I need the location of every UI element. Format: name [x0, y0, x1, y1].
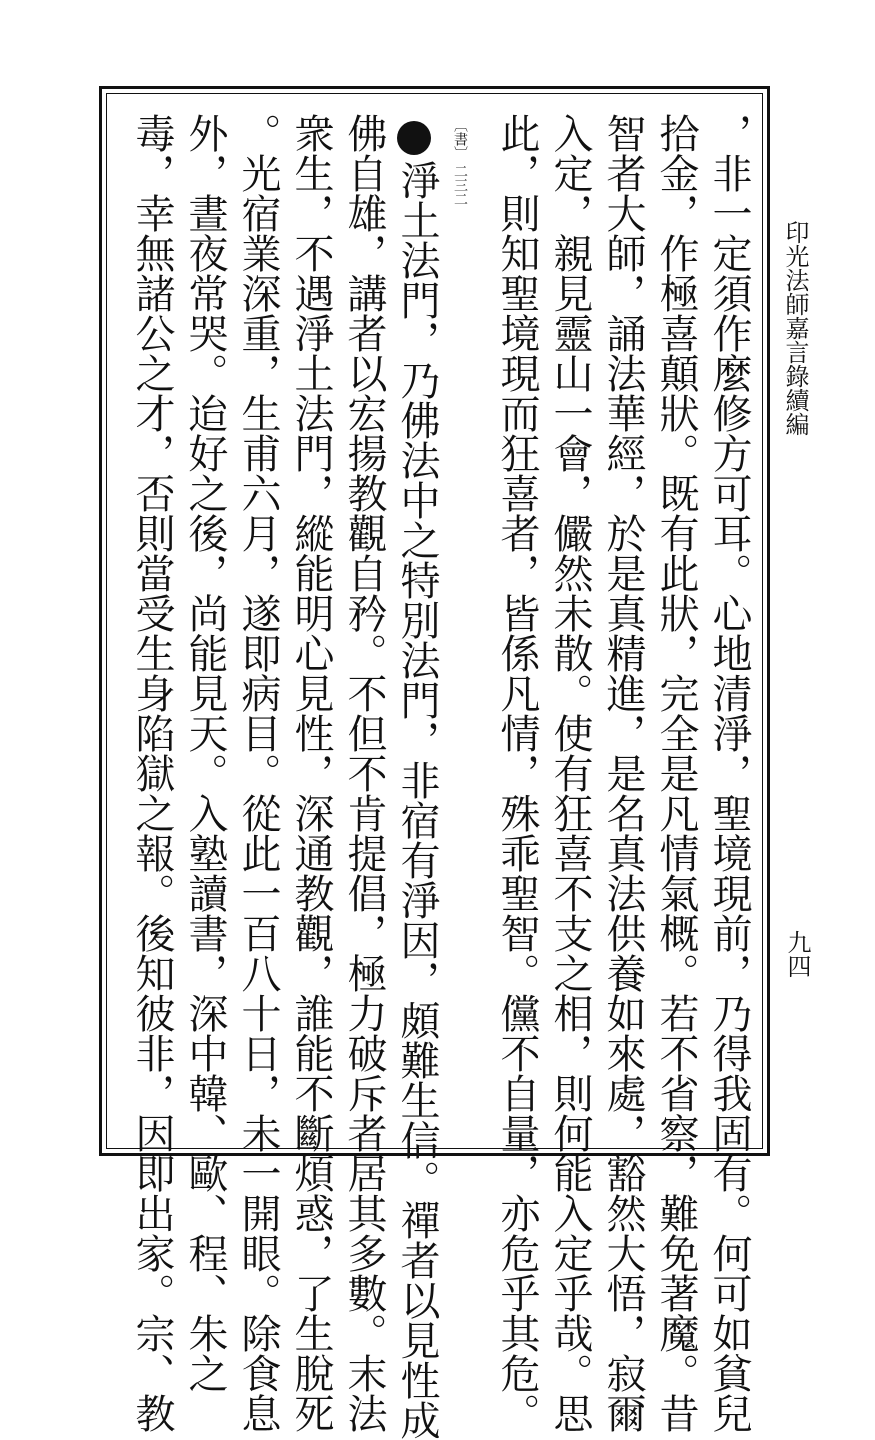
text-column-1: ，非一定須作麼修方可耳。心地清淨，聖境現前，乃得我固有。何可如貧兒	[706, 113, 752, 1433]
section-bullet-icon	[397, 121, 431, 155]
text-column-10: 外，晝夜常哭。迨好之後，尚能見天。入塾讀書，深中韓、歐、程、朱之	[182, 113, 228, 1393]
text-column-8: 衆生，不遇淨土法門，縱能明心見性，深通教觀，誰能不斷煩惑，了生脫死	[288, 113, 334, 1433]
letter-label: 〔書〕	[452, 118, 468, 160]
letter-marker	[452, 118, 482, 206]
text-column-3: 智者大師，誦法華經，於是真精進，是名真法供養如來處，豁然大悟，寂爾	[600, 113, 646, 1433]
text-column-9: 。光宿業深重，生甫六月，遂即病目。從此一百八十日，未一開眼。除食息	[235, 113, 281, 1433]
text-column-7: 佛自雄，講者以宏揚教觀自矜。不但不肯提倡，極力破斥者居其多數。末法	[341, 113, 387, 1433]
text-column-6: 淨土法門，乃佛法中之特別法門，非宿有淨因，頗難生信。禪者以見性成	[394, 160, 440, 1440]
letter-number: 二三二	[452, 164, 468, 206]
text-column-5: 此，則知聖境現而狂喜者，皆係凡情，殊乖聖智。儻不自量，亦危乎其危。	[494, 113, 540, 1433]
book-title: 印光法師嘉言錄續編	[781, 220, 809, 436]
text-column-11: 毒，幸無諸公之才，否則當受生身陷獄之報。後知彼非，因即出家。宗、教	[129, 113, 175, 1433]
text-column-4: 入定，親見靈山一會，儼然未散。使有狂喜不支之相，則何能入定乎哉。思	[547, 113, 593, 1433]
page-number: 九四	[783, 930, 811, 978]
text-column-2: 拾金，作極喜顛狀。既有此狀，完全是凡情氣概。若不省察，難免著魔。昔	[653, 113, 699, 1433]
